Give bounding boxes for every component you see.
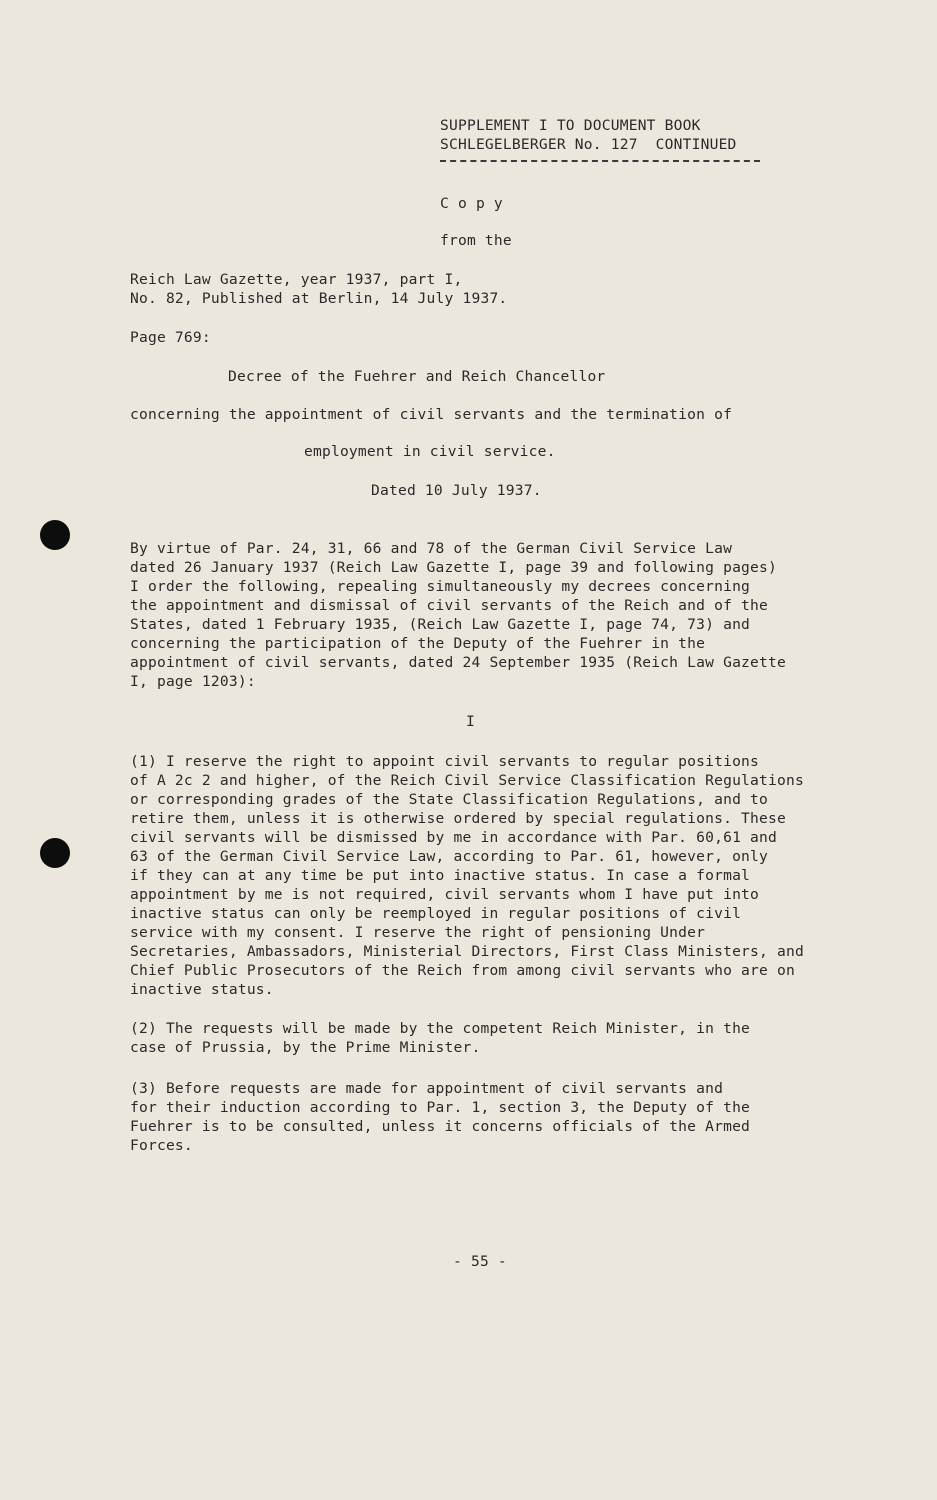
copy-label: C o p y: [440, 195, 503, 212]
header-divider: [440, 160, 760, 162]
decree-date: Dated 10 July 1937.: [371, 482, 542, 499]
preamble-paragraph: By virtue of Par. 24, 31, 66 and 78 of the German Civil Service Law dated 26 January 1937 (Reich Law Gazette I, page 39 and following pages) I order the following, repealing simultaneously my decrees concerning the appointment and dismissal of civil servants of the Reich and of the States, dated 1 February 1935, (Reich Law Gazette I, page 74, 73) and concerning the participation of the Deputy of the Fuehrer in the appointment of civil servants, dated 24 September 1935 (Reich Law Gazette I, page 1203):: [130, 540, 786, 690]
from-label: from the: [440, 232, 512, 249]
decree-subject-line-2: employment in civil service.: [304, 443, 556, 460]
decree-title: Decree of the Fuehrer and Reich Chancellor: [228, 368, 606, 385]
punch-hole-top: [40, 520, 70, 550]
header-line-1: SUPPLEMENT I TO DOCUMENT BOOK: [440, 117, 701, 134]
paragraph-2: (2) The requests will be made by the competent Reich Minister, in the case of Prussia, by the Prime Minister.: [130, 1020, 751, 1056]
source-line-1: Reich Law Gazette, year 1937, part I,: [130, 271, 463, 288]
punch-hole-bottom: [40, 838, 70, 868]
decree-subject-line-1: concerning the appointment of civil servants and the termination of: [130, 406, 733, 423]
section-heading: I: [466, 713, 475, 730]
paragraph-3: (3) Before requests are made for appointment of civil servants and for their induction according to Par. 1, section 3, the Deputy of the Fuehrer is to be consulted, unless it concerns officials of the Armed Forces.: [130, 1080, 751, 1154]
page-reference: Page 769:: [130, 329, 211, 346]
source-line-2: No. 82, Published at Berlin, 14 July 1937.: [130, 290, 508, 307]
paragraph-1: (1) I reserve the right to appoint civil servants to regular positions of A 2c 2 and higher, of the Reich Civil Service Classification Regulations or corresponding grades of the State Classification Regulations, and to retire them, unless it is otherwise ordered by special regulations. These civil servants will be dismissed by me in accordance with Par. 60,61 and 63 of the German Civil Service Law, according to Par. 61, however, only if they can at any time be put into inactive status. In case a formal appointment by me is not required, civil servants whom I have put into inactive status can only be reemployed in regular positions of civil service with my consent. I reserve the right of pensioning Under Secretaries, Ambassadors, Ministerial Directors, First Class Ministers, and Chief Public Prosecutors of the Reich from among civil servants who are on inactive status.: [130, 753, 804, 998]
page-number: - 55 -: [453, 1253, 507, 1270]
header-line-2: SCHLEGELBERGER No. 127 CONTINUED: [440, 136, 737, 153]
